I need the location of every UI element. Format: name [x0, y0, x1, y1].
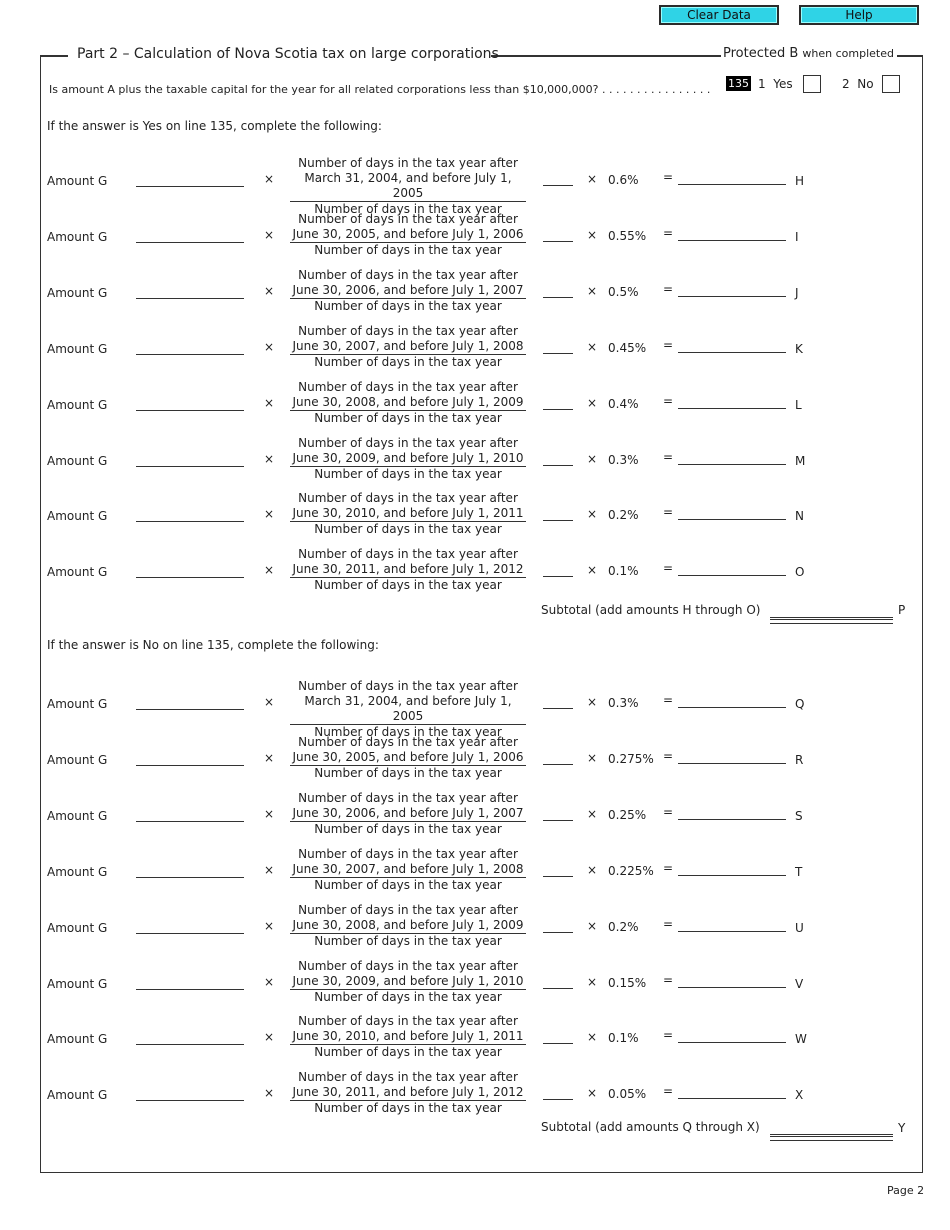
days-fraction [288, 436, 528, 482]
result-field[interactable] [678, 352, 786, 353]
fraction-numerator [288, 212, 528, 243]
amount-g-field[interactable] [136, 821, 244, 822]
equals-sign: = [663, 748, 674, 763]
days-fraction [288, 324, 528, 370]
multiply-sign: × [264, 395, 275, 410]
page-number: Page 2 [887, 1184, 925, 1197]
fraction-denominator: Number of days in the tax year [314, 410, 502, 425]
protected-label [723, 46, 894, 61]
result-field[interactable] [678, 575, 786, 576]
amount-g-label: Amount G [47, 509, 108, 524]
amount-g-field[interactable] [136, 521, 244, 522]
days-ratio-field[interactable] [543, 241, 573, 242]
line-letter: N [795, 509, 804, 524]
amount-g-field[interactable] [136, 466, 244, 467]
fraction-period: June 30, 2006, and before July 1, 2007 [290, 806, 526, 822]
result-field[interactable] [678, 519, 786, 520]
section-title: Part 2 – Calculation of Nova Scotia tax on large corporations [77, 46, 499, 62]
fraction-numerator [288, 679, 528, 725]
fraction-denominator: Number of days in the tax year [314, 1101, 502, 1116]
equals-sign: = [663, 1084, 674, 1099]
multiply-sign: × [587, 172, 598, 186]
subtotal-y-field[interactable] [770, 1134, 893, 1135]
fraction-period: June 30, 2011, and before July 1, 2012 [290, 1085, 526, 1101]
result-field[interactable] [678, 1042, 786, 1043]
days-ratio-field[interactable] [543, 876, 573, 877]
frame-top-right [897, 55, 923, 57]
yes-option-label [758, 77, 793, 91]
tax-rate: 0.3% [608, 452, 639, 467]
days-fraction [288, 212, 528, 258]
equals-sign: = [663, 561, 674, 576]
fraction-top-line: Number of days in the tax year after [298, 1070, 518, 1085]
equals-sign: = [663, 1028, 674, 1043]
tax-rate: 0.25% [608, 807, 647, 822]
fraction-period: June 30, 2009, and before July 1, 2010 [290, 974, 526, 990]
multiply-sign: × [264, 695, 275, 709]
fraction-top-line: Number of days in the tax year after [298, 679, 518, 693]
subtotal-p-field[interactable] [770, 617, 893, 618]
line-letter: I [795, 229, 799, 244]
equals-sign: = [663, 916, 674, 931]
fraction-denominator: Number of days in the tax year [314, 765, 502, 780]
tax-rate: 0.3% [608, 696, 639, 710]
line-letter: R [795, 752, 804, 767]
multiply-sign: × [587, 806, 598, 821]
fraction-top-line: Number of days in the tax year after [298, 1014, 518, 1029]
fraction-numerator [288, 268, 528, 299]
fraction-period: June 30, 2011, and before July 1, 2012 [290, 562, 526, 578]
fraction-period: March 31, 2004, and before July 1, 2005 [290, 694, 526, 725]
multiply-sign: × [587, 395, 598, 410]
tax-rate: 0.1% [608, 564, 639, 579]
days-ratio-field[interactable] [543, 353, 573, 354]
tax-rate: 0.275% [608, 751, 654, 766]
fraction-numerator [288, 959, 528, 990]
fraction-period: June 30, 2006, and before July 1, 2007 [290, 283, 526, 299]
fraction-period: June 30, 2008, and before July 1, 2009 [290, 395, 526, 411]
tax-rate: 0.05% [608, 1087, 647, 1102]
line-letter: W [795, 1032, 807, 1047]
multiply-sign: × [587, 339, 598, 354]
equals-sign: = [663, 804, 674, 819]
amount-g-field[interactable] [136, 1100, 244, 1101]
fraction-denominator: Number of days in the tax year [314, 202, 502, 216]
days-ratio-field[interactable] [543, 520, 573, 521]
amount-g-label: Amount G [47, 565, 108, 580]
days-ratio-field[interactable] [543, 988, 573, 989]
days-ratio-field[interactable] [543, 820, 573, 821]
tax-rate: 0.45% [608, 340, 647, 355]
multiply-sign: × [264, 172, 275, 186]
fraction-denominator: Number of days in the tax year [314, 989, 502, 1004]
tax-rate: 0.55% [608, 228, 647, 243]
fraction-top-line: Number of days in the tax year after [298, 734, 518, 749]
multiply-sign: × [264, 862, 275, 877]
multiply-sign: × [587, 451, 598, 466]
amount-g-field[interactable] [136, 877, 244, 878]
multiply-sign: × [587, 974, 598, 989]
fraction-period: June 30, 2010, and before July 1, 2011 [290, 506, 526, 522]
result-field[interactable] [678, 240, 786, 241]
fraction-numerator [288, 436, 528, 467]
days-ratio-field[interactable] [543, 1099, 573, 1100]
protected-suffix: when completed [802, 47, 894, 60]
amount-g-label: Amount G [47, 976, 108, 991]
fraction-numerator [288, 156, 528, 202]
result-field[interactable] [678, 1098, 786, 1099]
multiply-sign: × [264, 451, 275, 466]
amount-g-label: Amount G [47, 229, 108, 244]
tax-rate: 0.225% [608, 863, 654, 878]
fraction-denominator: Number of days in the tax year [314, 877, 502, 892]
result-field[interactable] [678, 408, 786, 409]
equals-sign: = [663, 449, 674, 464]
multiply-sign: × [587, 227, 598, 242]
days-fraction [288, 679, 528, 740]
days-fraction [288, 268, 528, 314]
fraction-top-line: Number of days in the tax year after [298, 379, 518, 394]
amount-g-label: Amount G [47, 174, 108, 188]
days-ratio-field[interactable] [543, 465, 573, 466]
days-fraction [288, 380, 528, 426]
fraction-period: June 30, 2005, and before July 1, 2006 [290, 750, 526, 766]
fraction-period: June 30, 2005, and before July 1, 2006 [290, 227, 526, 243]
days-ratio-field[interactable] [543, 764, 573, 765]
equals-sign: = [663, 972, 674, 987]
no-num: 2 [842, 77, 850, 91]
fraction-period: June 30, 2007, and before July 1, 2008 [290, 862, 526, 878]
fraction-numerator [288, 1014, 528, 1045]
line-letter: H [795, 174, 805, 188]
days-fraction [288, 1014, 528, 1060]
days-fraction [288, 491, 528, 537]
days-fraction [288, 791, 528, 837]
result-field[interactable] [678, 763, 786, 764]
yes-section-intro: If the answer is Yes on line 135, complete the following: [47, 119, 382, 133]
line-letter: V [795, 976, 804, 991]
line-letter: S [795, 808, 803, 823]
fraction-denominator: Number of days in the tax year [314, 725, 502, 739]
multiply-sign: × [587, 563, 598, 578]
fraction-period: June 30, 2007, and before July 1, 2008 [290, 339, 526, 355]
amount-g-field[interactable] [136, 298, 244, 299]
multiply-sign: × [587, 507, 598, 522]
days-ratio-field[interactable] [543, 1043, 573, 1044]
multiply-sign: × [264, 507, 275, 522]
amount-g-field[interactable] [136, 989, 244, 990]
days-fraction [288, 156, 528, 217]
tax-rate: 0.2% [608, 508, 639, 523]
amount-g-field[interactable] [136, 186, 244, 187]
days-ratio-field[interactable] [543, 185, 573, 186]
days-ratio-field[interactable] [543, 409, 573, 410]
days-fraction [288, 903, 528, 949]
amount-g-label: Amount G [47, 285, 108, 300]
line-letter: U [795, 920, 804, 935]
subtotal-y-letter: Y [898, 1121, 906, 1135]
amount-g-label: Amount G [47, 697, 108, 711]
subtotal-y-label: Subtotal (add amounts Q through X) [541, 1120, 760, 1134]
result-field[interactable] [678, 707, 786, 708]
equals-sign: = [663, 393, 674, 408]
multiply-sign: × [587, 1086, 598, 1101]
amount-g-label: Amount G [47, 453, 108, 468]
yes-checkbox[interactable] [803, 75, 821, 93]
days-fraction [288, 959, 528, 1005]
fraction-denominator: Number of days in the tax year [314, 354, 502, 369]
days-ratio-field[interactable] [543, 932, 573, 933]
amount-g-label: Amount G [47, 752, 108, 767]
multiply-sign: × [587, 750, 598, 765]
subtotal-p-double-line [770, 619, 893, 624]
days-fraction [288, 1070, 528, 1116]
line-letter: Q [795, 697, 805, 711]
amount-g-field[interactable] [136, 709, 244, 710]
multiply-sign: × [264, 1030, 275, 1045]
result-field[interactable] [678, 875, 786, 876]
protected-b: Protected B [723, 46, 799, 61]
fraction-denominator: Number of days in the tax year [314, 298, 502, 313]
fraction-numerator [288, 324, 528, 355]
result-field[interactable] [678, 819, 786, 820]
fraction-period: June 30, 2008, and before July 1, 2009 [290, 918, 526, 934]
tax-rate: 0.15% [608, 975, 647, 990]
fraction-top-line: Number of days in the tax year after [298, 491, 518, 506]
line-letter: J [795, 285, 799, 300]
multiply-sign: × [264, 806, 275, 821]
equals-sign: = [663, 505, 674, 520]
multiply-sign: × [264, 1086, 275, 1101]
question-text: Is amount A plus the taxable capital for the year for all related corporations less than $10,000,000? . . . . . . . . . . . . . . . . [49, 83, 711, 96]
multiply-sign: × [264, 283, 275, 298]
days-ratio-field[interactable] [543, 297, 573, 298]
equals-sign: = [663, 225, 674, 240]
amount-g-label: Amount G [47, 1032, 108, 1047]
amount-g-label: Amount G [47, 1088, 108, 1103]
no-option-label [842, 77, 874, 91]
days-fraction [288, 547, 528, 593]
line-letter: L [795, 397, 802, 412]
clear-data-button[interactable]: Clear Data [659, 5, 779, 25]
amount-g-field[interactable] [136, 354, 244, 355]
fraction-top-line: Number of days in the tax year after [298, 902, 518, 917]
tax-rate: 0.6% [608, 173, 639, 187]
multiply-sign: × [264, 227, 275, 242]
amount-g-label: Amount G [47, 341, 108, 356]
result-field[interactable] [678, 184, 786, 185]
fraction-top-line: Number of days in the tax year after [298, 267, 518, 282]
amount-g-label: Amount G [47, 397, 108, 412]
equals-sign: = [663, 860, 674, 875]
days-ratio-field[interactable] [543, 576, 573, 577]
amount-g-field[interactable] [136, 242, 244, 243]
multiply-sign: × [587, 1030, 598, 1045]
frame-top-left [40, 55, 68, 57]
line-letter: O [795, 565, 805, 580]
fraction-top-line: Number of days in the tax year after [298, 323, 518, 338]
multiply-sign: × [264, 339, 275, 354]
fraction-denominator: Number of days in the tax year [314, 522, 502, 537]
fraction-denominator: Number of days in the tax year [314, 578, 502, 593]
amount-g-field[interactable] [136, 577, 244, 578]
fraction-top-line: Number of days in the tax year after [298, 547, 518, 562]
multiply-sign: × [587, 918, 598, 933]
amount-g-label: Amount G [47, 808, 108, 823]
fraction-numerator [288, 847, 528, 878]
fraction-numerator [288, 903, 528, 934]
fraction-period: March 31, 2004, and before July 1, 2005 [290, 171, 526, 202]
frame-top-middle [491, 55, 721, 57]
fraction-period: June 30, 2009, and before July 1, 2010 [290, 451, 526, 467]
fraction-top-line: Number of days in the tax year after [298, 156, 518, 170]
fraction-denominator: Number of days in the tax year [314, 821, 502, 836]
yes-text: Yes [773, 77, 793, 91]
subtotal-y-double-line [770, 1136, 893, 1141]
equals-sign: = [663, 170, 674, 184]
fraction-top-line: Number of days in the tax year after [298, 435, 518, 450]
amount-g-label: Amount G [47, 864, 108, 879]
help-button[interactable]: Help [799, 5, 919, 25]
days-fraction [288, 847, 528, 893]
no-text: No [857, 77, 874, 91]
multiply-sign: × [587, 283, 598, 298]
days-ratio-field[interactable] [543, 708, 573, 709]
tax-rate: 0.5% [608, 284, 639, 299]
fraction-denominator: Number of days in the tax year [314, 242, 502, 257]
fraction-numerator [288, 491, 528, 522]
result-field[interactable] [678, 987, 786, 988]
multiply-sign: × [587, 862, 598, 877]
line-letter: T [795, 864, 803, 879]
fraction-top-line: Number of days in the tax year after [298, 846, 518, 861]
fraction-top-line: Number of days in the tax year after [298, 958, 518, 973]
fraction-numerator [288, 791, 528, 822]
line-letter: M [795, 453, 806, 468]
multiply-sign: × [264, 563, 275, 578]
line-letter: K [795, 341, 803, 356]
fraction-top-line: Number of days in the tax year after [298, 790, 518, 805]
fraction-period: June 30, 2010, and before July 1, 2011 [290, 1029, 526, 1045]
subtotal-p-letter: P [898, 603, 906, 617]
result-field[interactable] [678, 464, 786, 465]
fraction-denominator: Number of days in the tax year [314, 1045, 502, 1060]
amount-g-field[interactable] [136, 933, 244, 934]
fraction-denominator: Number of days in the tax year [314, 466, 502, 481]
no-checkbox[interactable] [882, 75, 900, 93]
equals-sign: = [663, 281, 674, 296]
fraction-denominator: Number of days in the tax year [314, 933, 502, 948]
tax-rate: 0.2% [608, 919, 639, 934]
fraction-numerator [288, 1070, 528, 1101]
equals-sign: = [663, 693, 674, 707]
subtotal-p-label: Subtotal (add amounts H through O) [541, 603, 761, 617]
amount-g-field[interactable] [136, 765, 244, 766]
equals-sign: = [663, 337, 674, 352]
days-fraction [288, 735, 528, 781]
no-section-intro: If the answer is No on line 135, complete the following: [47, 638, 379, 652]
multiply-sign: × [264, 750, 275, 765]
fraction-numerator [288, 547, 528, 578]
tax-rate: 0.4% [608, 396, 639, 411]
yes-num: 1 [758, 77, 766, 91]
fraction-numerator [288, 735, 528, 766]
fraction-numerator [288, 380, 528, 411]
tax-rate: 0.1% [608, 1031, 639, 1046]
multiply-sign: × [264, 974, 275, 989]
multiply-sign: × [587, 695, 598, 709]
result-field[interactable] [678, 931, 786, 932]
fraction-top-line: Number of days in the tax year after [298, 211, 518, 226]
line-letter: X [795, 1088, 804, 1103]
amount-g-field[interactable] [136, 410, 244, 411]
amount-g-field[interactable] [136, 1044, 244, 1045]
amount-g-label: Amount G [47, 920, 108, 935]
line-code-135: 135 [728, 77, 749, 90]
multiply-sign: × [264, 918, 275, 933]
result-field[interactable] [678, 296, 786, 297]
